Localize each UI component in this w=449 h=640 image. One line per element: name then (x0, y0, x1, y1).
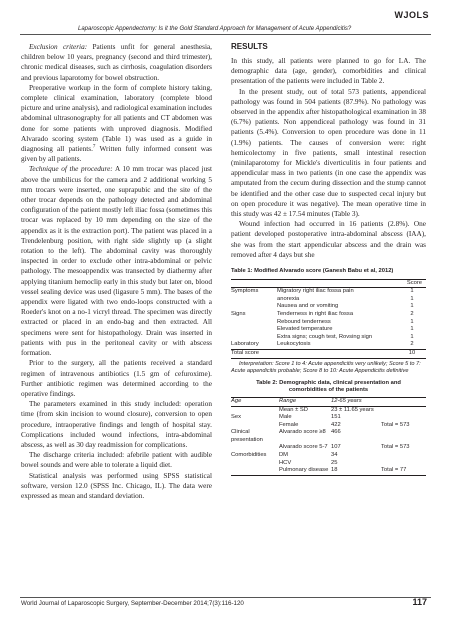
table2-row (231, 406, 426, 414)
table1-row (231, 296, 426, 304)
table1-row (231, 319, 426, 327)
table1-item-cell: Rebound tenderness (277, 318, 331, 325)
table1-group-cell (231, 334, 277, 342)
table2-c2-cell: Alvarado score ≥8 (279, 429, 326, 436)
table1-item-cell: Tenderness in right iliac fossa (277, 310, 354, 317)
table1-row (231, 311, 426, 319)
table1-row (231, 326, 426, 334)
table2-caption (231, 380, 426, 395)
table2-c4-cell (381, 460, 426, 468)
results-paragraph-3: Wound infection had occurred in 16 patients (2.8%). One patient developed postoperative intra-abdominal abscess (IAA), she was from the start appendicular abscess and the drain was removed after 4 days but she (231, 220, 426, 259)
table1-group-cell: Symptoms (231, 288, 259, 295)
table2-c4-cell (381, 414, 426, 422)
table2-c1-cell (231, 444, 279, 452)
table2-c3-cell: 23 ± 11.65 years (331, 406, 374, 413)
table2-row (231, 422, 426, 430)
table2-header-age: Age (231, 397, 242, 404)
preoperative-text-a: Preoperative workup in the form of complete history taking, complete clinical examination, laboratory (complete blood picture and urine analysis), and radiological examination includes abdominal ultrasonography for all patients and CT abdomen was done for some patients with unproved diagnosis. Modified Alvarado scoring system (Table 1) was used as a guide in diagnosing all patients. (21, 83, 212, 154)
table2-caption-line2: comorbidities of the patients (288, 387, 369, 394)
table2-row (231, 467, 426, 475)
table2-row (231, 444, 426, 452)
table1-row (231, 288, 426, 296)
table2-c1-cell: Sex (231, 414, 241, 421)
table1-note-text: Score 1 to 4: Acute appendicitis very unlikely; Score 5 to 7: Acute appendicitis probable; Score 8 to 10: Acute Appendicitis definitive (231, 360, 421, 374)
table2-c2-cell: HCV (279, 459, 292, 466)
technique-lead: Technique of the procedure: (29, 165, 113, 174)
table2-c1-cell: Comorbidities (231, 452, 267, 459)
table1-score-cell: 2 (410, 341, 414, 348)
table1-score-cell: 1 (410, 295, 414, 302)
table2-header-years: 12-65 years (331, 397, 362, 404)
left-column (21, 42, 212, 501)
footer-rule (20, 597, 431, 598)
table1-group-cell (231, 326, 277, 334)
table1-group-cell (231, 319, 277, 327)
table1-score-cell: 1 (410, 288, 414, 295)
header-rule (20, 34, 431, 35)
table2-c1-cell (231, 467, 279, 475)
table2-c3-cell: 25 (331, 459, 338, 466)
table2-row (231, 429, 426, 444)
table2-c2-cell: Female (279, 421, 299, 428)
table2-c1-cell (231, 460, 279, 468)
table2-row (231, 452, 426, 460)
table1-item-cell: anorexia (277, 295, 300, 302)
page-number: 117 (412, 597, 427, 607)
table2-c3-cell: 422 (331, 421, 341, 428)
table1-score-cell: 1 (410, 326, 414, 333)
parameters-paragraph: The parameters examined in this study included: operation time (from skin incision to wound closure), conversion to open procedure, intraoperative findings and length of hospital stay. Complications included wound infections, intra-abdominal abscess, as well as 30 day readmission for complications. (21, 400, 212, 449)
technique-paragraph (21, 164, 212, 358)
table1-item-cell: Extra signs; cough test, Rovsing sign (277, 333, 373, 340)
table2-row (231, 414, 426, 422)
results-paragraph-2: In the present study, out of total 573 patients, appendiceal pathology was found in 504 patients (87.9%). No pathology was observed in the appendix after histopathological examination in 38 (6.7%) patients. Non appendiceal pathology was found in 31 patients (5.4%). Conversion to open procedure was done in 11 (1.9%) patients. The causes of conversion were: right hemicolectomy in five patients, small intestinal resection (minilaparotomy for Mickle's diverticulitis in four patients and appendicular mass in two patients (in one case the appendix was amputated from the cecum during dissection and the stump cannot be identified and the other case due to suspected cecal injury but on open procedure it was negative). The mean operative time in this study was 42 ± 17.54 minutes (Table 3). (231, 87, 426, 219)
table2-header-range: Range (279, 397, 297, 404)
table2-c3-cell: 34 (331, 452, 338, 459)
table1-item-cell: Elevated temperature (277, 326, 333, 333)
table1-group-cell (231, 296, 277, 304)
preoperative-text-b: Written fully informed consent was given by all patients. (21, 145, 212, 164)
running-header: Laparoscopic Appendectomy: Is it the Gold Standard Approach for Management of Acute Appendicitis? (78, 26, 352, 32)
table1-note-lead: Interpretation: (239, 360, 274, 367)
table1-row (231, 334, 426, 342)
exclusion-criteria-paragraph (21, 42, 212, 83)
table1-row (231, 341, 426, 349)
table2-c4-cell: Total = 573 (381, 421, 410, 428)
technique-text: A 10 mm trocar was placed just above the umbilicus for the camera and 2 additional working 5 mm trocars were inserted, one suprapubic and the site of the other trocar depends on the pathology detected and abdominal configuration of the patient mostly left iliac fossa (sometimes this trocar was replaced by 10 mm depending on the size of the appendix as it is the extraction port). The patient was placed in a Trendelenburg position, with right side slightly up (a slight rotation to the left). The abdominal cavity was thoroughly inspected in order to exclude other intra-abdominal or pelvic pathology. The mesoappendix was transected by diathermy after applying titanium hemoclip early in this study but later on, blood vessel sealing device was used (ligasure 5 mm). The bases of the appendix were ligated with two endo-loops constructed with a Roeder's knot on a no-1 vicryl thread. The specimen was directly extracted or placed in an endo-bag and then extracted. All specimens were sent for histopathology. Drain was inserted in patients with pus in the peritoneal cavity or with abscess formation. (21, 165, 212, 358)
table1-group-cell: Signs (231, 310, 246, 317)
statistics-paragraph: Statistical analysis was performed using SPSS statistical software, version 12.0 (SPSS Inc. Chicago, IL). The data were expressed as mean and standard deviation. (21, 471, 212, 500)
table1-score-cell: 2 (410, 310, 414, 317)
results-heading: RESULTS (231, 42, 268, 51)
table2-c2-cell: Pulmonary disease (279, 467, 329, 474)
footer-citation: World Journal of Laparoscopic Surgery, September-December 2014;7(3):116-120 (21, 600, 244, 607)
table2-c3-cell: 466 (331, 429, 341, 436)
table2-c2-cell: Male (279, 414, 292, 421)
results-paragraph-1: In this study, all patients were planned to go for LA. The demographic data (age, gender), comorbidities and clinical presentation of the patients were included in Table 2. (231, 57, 426, 86)
exclusion-criteria-lead: Exclusion criteria: (29, 43, 88, 51)
table2-c4-cell: Total = 573 (381, 444, 410, 451)
table2-caption-line1: Table 2: Demographic data, clinical presentation and (256, 379, 401, 386)
table1-total-value: 10 (408, 349, 416, 356)
table2-c1-cell (231, 406, 279, 414)
table2-c4-cell (381, 452, 426, 460)
table1-item-cell: Leukocytosis (277, 341, 311, 348)
table2-c2-cell: DM (279, 452, 289, 459)
reference-marker: 7 (92, 144, 96, 150)
table1-score-cell: 1 (410, 333, 414, 340)
table1-total-label: Total score (231, 349, 260, 356)
table2-c4-cell (381, 406, 426, 414)
right-column (231, 42, 426, 476)
table2-row (231, 460, 426, 468)
table2-c4-cell (381, 429, 426, 444)
antibiotic-paragraph: Prior to the surgery, all the patients received a standard regimen of intravenous antibiotics (1.5 gm of cefuroxime). Further antibiotic regimen was determined according to the operative findings. (21, 359, 212, 398)
table1-score-cell: 1 (410, 303, 414, 310)
table2-c2-cell: Mean ± SD (279, 406, 308, 413)
table1-caption: Table 1: Modified Alvarado score (Ganesh Babu et al, 2012) (231, 268, 394, 275)
table2-c3-cell: 151 (331, 414, 341, 421)
alvarado-score-table (231, 279, 426, 359)
demographics-table (231, 397, 426, 476)
exclusion-criteria-text: Patients unfit for general anesthesia, children below 10 years, pregnancy (second and third trimester), chronic medical diseases, such as cirrhosis, coagulation disorders and previous laparotomy for bowel obstruction. (21, 43, 212, 82)
table1-item-cell: Migratory right iliac fossa pain (277, 288, 354, 295)
discharge-paragraph: The discharge criteria included: afebrile patient with audible bowel sounds and were able to tolerate a liquid diet. (21, 451, 212, 470)
table2-c2-cell: Alvarado score 5-7 (279, 444, 328, 451)
table1-score-cell: 1 (410, 318, 414, 325)
table2-c3-cell: 107 (331, 444, 341, 451)
journal-logo: WJOLS (394, 10, 429, 20)
table1-item-cell: Nausea and or vomiting (277, 303, 339, 310)
table2-c1-cell: Clinical presentation (231, 429, 263, 443)
table1-note (231, 361, 426, 375)
table1-score-header: Score (406, 279, 422, 286)
preoperative-workup-paragraph (21, 83, 212, 165)
table1-group-cell (231, 303, 277, 311)
table2-c4-cell: Total = 77 (381, 467, 407, 474)
table2-c3-cell: 18 (331, 467, 338, 474)
table1-row (231, 303, 426, 311)
table2-c1-cell (231, 422, 279, 430)
table1-group-cell: Laboratory (231, 341, 259, 348)
